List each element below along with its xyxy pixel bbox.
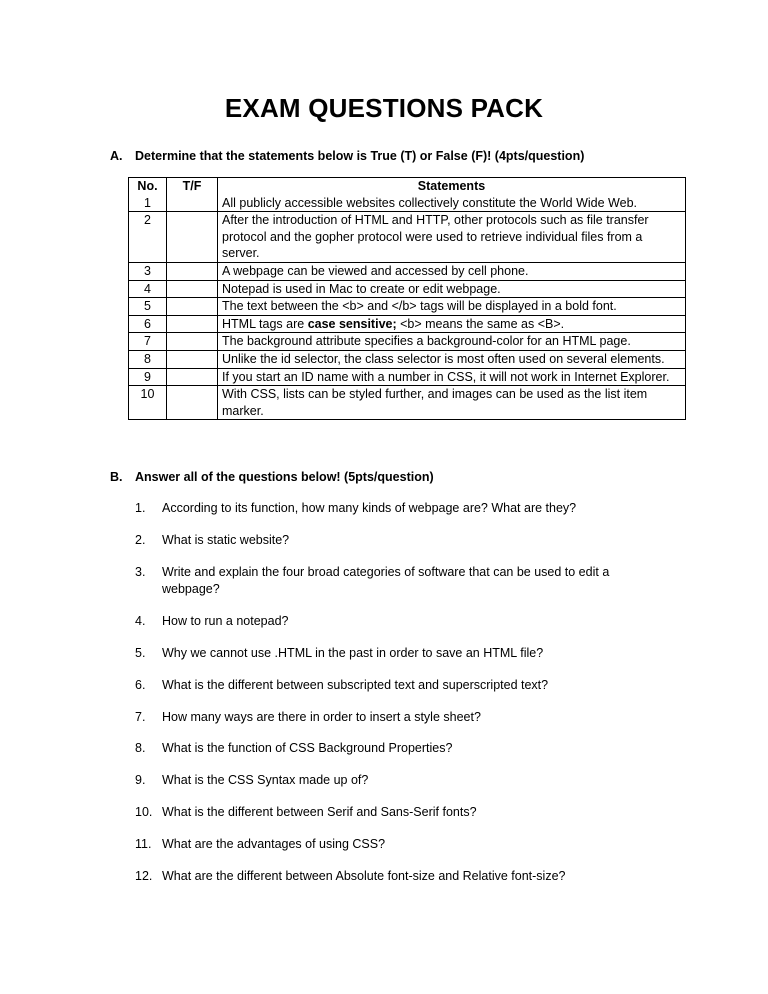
table-row [129, 386, 686, 420]
question-text: What is the different between Serif and Sans-Serif fonts? [162, 805, 477, 820]
list-item [135, 532, 655, 549]
statement-cell [218, 298, 686, 316]
statement-text: All publicly accessible websites collectively constitute the World Wide Web. [222, 195, 637, 210]
question-text: What is the function of CSS Background Properties? [162, 741, 453, 756]
header-tf: T/F [167, 178, 218, 195]
list-item [135, 500, 655, 517]
list-item [135, 613, 655, 630]
question-number: 2. [135, 532, 146, 547]
answer-cell[interactable] [167, 298, 218, 316]
list-item [135, 836, 655, 853]
answer-cell[interactable] [167, 280, 218, 298]
table-row [129, 315, 686, 333]
table-row [129, 195, 686, 212]
statement-text: Unlike the id selector, the class selector is most often used on several elements. [222, 351, 665, 366]
statement-cell [218, 368, 686, 386]
list-item [135, 868, 655, 885]
row-number: 9 [129, 368, 167, 386]
answer-cell[interactable] [167, 333, 218, 351]
section-a-heading [110, 149, 584, 163]
question-number: 4. [135, 613, 146, 628]
table-row [129, 212, 686, 263]
question-number: 10. [135, 805, 153, 820]
table-row [129, 350, 686, 368]
statement-text: <b> means the same as <B>. [396, 316, 565, 331]
answer-cell[interactable] [167, 386, 218, 420]
answer-cell[interactable] [167, 368, 218, 386]
answer-cell[interactable] [167, 212, 218, 263]
question-text: How many ways are there in order to insert a style sheet? [162, 709, 481, 724]
row-number: 8 [129, 350, 167, 368]
question-text: Why we cannot use .HTML in the past in order to save an HTML file? [162, 645, 544, 660]
statement-text: HTML tags are [222, 316, 308, 331]
statement-text: If you start an ID name with a number in CSS, it will not work in Internet Explorer. [222, 369, 670, 384]
statement-cell [218, 212, 686, 263]
section-b-heading [110, 470, 434, 484]
row-number: 3 [129, 262, 167, 280]
table-row [129, 368, 686, 386]
row-number: 6 [129, 315, 167, 333]
statement-emphasis: case sensitive; [307, 316, 397, 331]
question-text: According to its function, how many kinds of webpage are? What are they? [162, 501, 577, 515]
question-number: 8. [135, 741, 146, 756]
question-text: What is static website? [162, 532, 290, 547]
table-row [129, 262, 686, 280]
question-text: What is the different between subscripted text and superscripted text? [162, 677, 549, 692]
row-number: 4 [129, 280, 167, 298]
answer-cell[interactable] [167, 195, 218, 212]
table-row [129, 298, 686, 316]
header-statements: Statements [218, 178, 686, 195]
question-number: 1. [135, 501, 146, 515]
list-item [135, 772, 655, 789]
answer-cell[interactable] [167, 315, 218, 333]
list-item [135, 804, 655, 821]
question-number: 5. [135, 645, 146, 660]
statement-cell [218, 315, 686, 333]
section-b-heading-text: Answer all of the questions below! (5pts/question) [135, 470, 434, 484]
answer-cell[interactable] [167, 350, 218, 368]
statement-text: With CSS, lists can be styled further, and images can be used as the list item marker. [222, 387, 648, 418]
statement-cell [218, 350, 686, 368]
true-false-table [128, 177, 686, 420]
section-b-letter: B. [110, 470, 123, 484]
table-header-row [129, 178, 686, 195]
row-number: 7 [129, 333, 167, 351]
list-item [135, 564, 655, 597]
page-title: EXAM QUESTIONS PACK [224, 93, 544, 123]
statement-cell [218, 333, 686, 351]
table-row [129, 280, 686, 298]
section-a-letter: A. [110, 149, 123, 163]
answer-cell[interactable] [167, 262, 218, 280]
header-no: No. [129, 178, 167, 195]
statement-text: The background attribute specifies a background-color for an HTML page. [222, 334, 631, 349]
section-a-heading-text: Determine that the statements below is True (T) or False (F)! (4pts/question) [135, 149, 585, 163]
question-number: 11. [135, 837, 152, 852]
list-item [135, 645, 655, 662]
question-number: 12. [135, 869, 153, 884]
statement-cell [218, 386, 686, 420]
table-body [129, 195, 686, 420]
row-number: 1 [129, 195, 167, 212]
question-text: How to run a notepad? [162, 613, 289, 628]
list-item [135, 677, 655, 694]
statement-cell [218, 195, 686, 212]
question-number: 6. [135, 677, 146, 692]
question-text: What are the advantages of using CSS? [162, 837, 386, 852]
question-text: Write and explain the four broad categories of software that can be used to edit a webpage? [162, 564, 610, 596]
row-number: 2 [129, 212, 167, 263]
question-text: What is the CSS Syntax made up of? [162, 773, 369, 788]
statement-text: A webpage can be viewed and accessed by cell phone. [222, 263, 529, 278]
row-number: 10 [129, 386, 167, 420]
table-row [129, 333, 686, 351]
statement-text: The text between the <b> and </b> tags will be displayed in a bold font. [222, 299, 617, 314]
question-number: 7. [135, 709, 146, 724]
statement-cell [218, 280, 686, 298]
row-number: 5 [129, 298, 167, 316]
question-text: What are the different between Absolute font-size and Relative font-size? [162, 869, 566, 884]
list-item [135, 740, 655, 757]
question-number: 3. [135, 564, 146, 579]
list-item [135, 709, 655, 726]
statement-cell [218, 262, 686, 280]
statement-text: Notepad is used in Mac to create or edit webpage. [222, 281, 501, 296]
question-number: 9. [135, 773, 146, 788]
question-list [135, 500, 655, 900]
statement-text: After the introduction of HTML and HTTP, other protocols such as file transfer protocol and the gopher protocol were used to retrieve individual files from a server. [222, 213, 649, 261]
